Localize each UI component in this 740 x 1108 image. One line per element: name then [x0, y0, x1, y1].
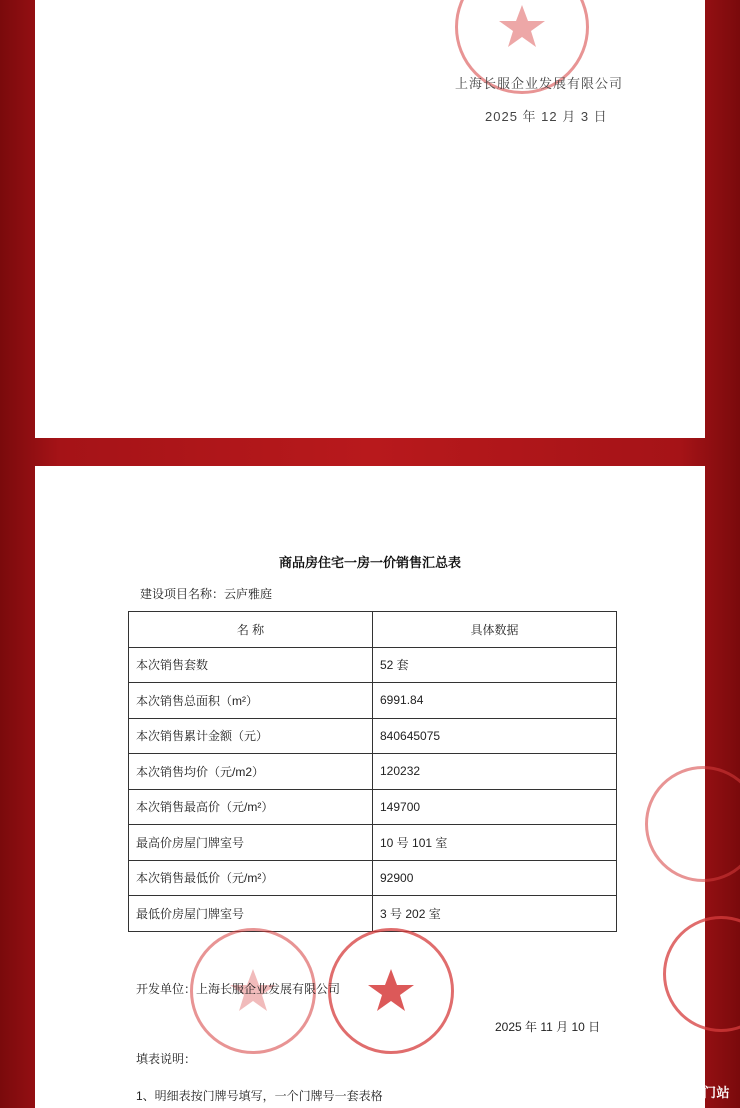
note-item: 1、明细表按门牌号填写，一个门牌号一套表格 — [136, 1089, 383, 1103]
government-seal-stamp — [663, 916, 740, 1032]
sales-summary-table — [128, 611, 617, 932]
row-value: 92900 — [373, 860, 617, 896]
company-seal-stamp — [645, 766, 740, 882]
row-label: 本次销售最高价（元/m²） — [129, 789, 373, 825]
document-date: 2025 年 12 月 3 日 — [485, 109, 608, 124]
row-label: 本次销售最低价（元/m²） — [129, 860, 373, 896]
row-label: 本次销售累计金额（元） — [129, 718, 373, 754]
government-seal-stamp — [328, 928, 454, 1054]
company-name: 上海长服企业发展有限公司 — [455, 76, 624, 91]
document-page-top — [35, 0, 705, 438]
table-row — [129, 647, 617, 683]
row-label: 最低价房屋门牌室号 — [129, 896, 373, 932]
column-header-data: 具体数据 — [373, 612, 617, 648]
project-name: 建设项目名称：云庐雅庭 — [140, 587, 273, 601]
row-value: 3 号 202 室 — [373, 896, 617, 932]
table-row — [129, 718, 617, 754]
table-row — [129, 896, 617, 932]
table-row — [129, 860, 617, 896]
row-label: 本次销售均价（元/m2） — [129, 754, 373, 790]
page-title: 商品房住宅一房一价销售汇总表 — [278, 555, 461, 570]
notes-title: 填表说明： — [136, 1052, 197, 1066]
table-row — [129, 683, 617, 719]
row-label: 最高价房屋门牌室号 — [129, 825, 373, 861]
row-value: 120232 — [373, 754, 617, 790]
row-label: 本次销售总面积（m²） — [129, 683, 373, 719]
document-page-bottom — [35, 466, 705, 1108]
row-value: 52 套 — [373, 647, 617, 683]
table-header-row — [129, 612, 617, 648]
table-row — [129, 825, 617, 861]
developer-unit: 开发单位：上海长服企业发展有限公司 — [136, 982, 341, 996]
row-value: 10 号 101 室 — [373, 825, 617, 861]
table-row — [129, 789, 617, 825]
row-value: 6991.84 — [373, 683, 617, 719]
column-header-name: 名 称 — [129, 612, 373, 648]
row-value: 149700 — [373, 789, 617, 825]
form-date: 2025 年 11 月 10 日 — [495, 1020, 601, 1034]
source-watermark: 搜狐号@搜狐焦点天门站 — [581, 1085, 730, 1100]
row-value: 840645075 — [373, 718, 617, 754]
row-label: 本次销售套数 — [129, 647, 373, 683]
table-row — [129, 754, 617, 790]
